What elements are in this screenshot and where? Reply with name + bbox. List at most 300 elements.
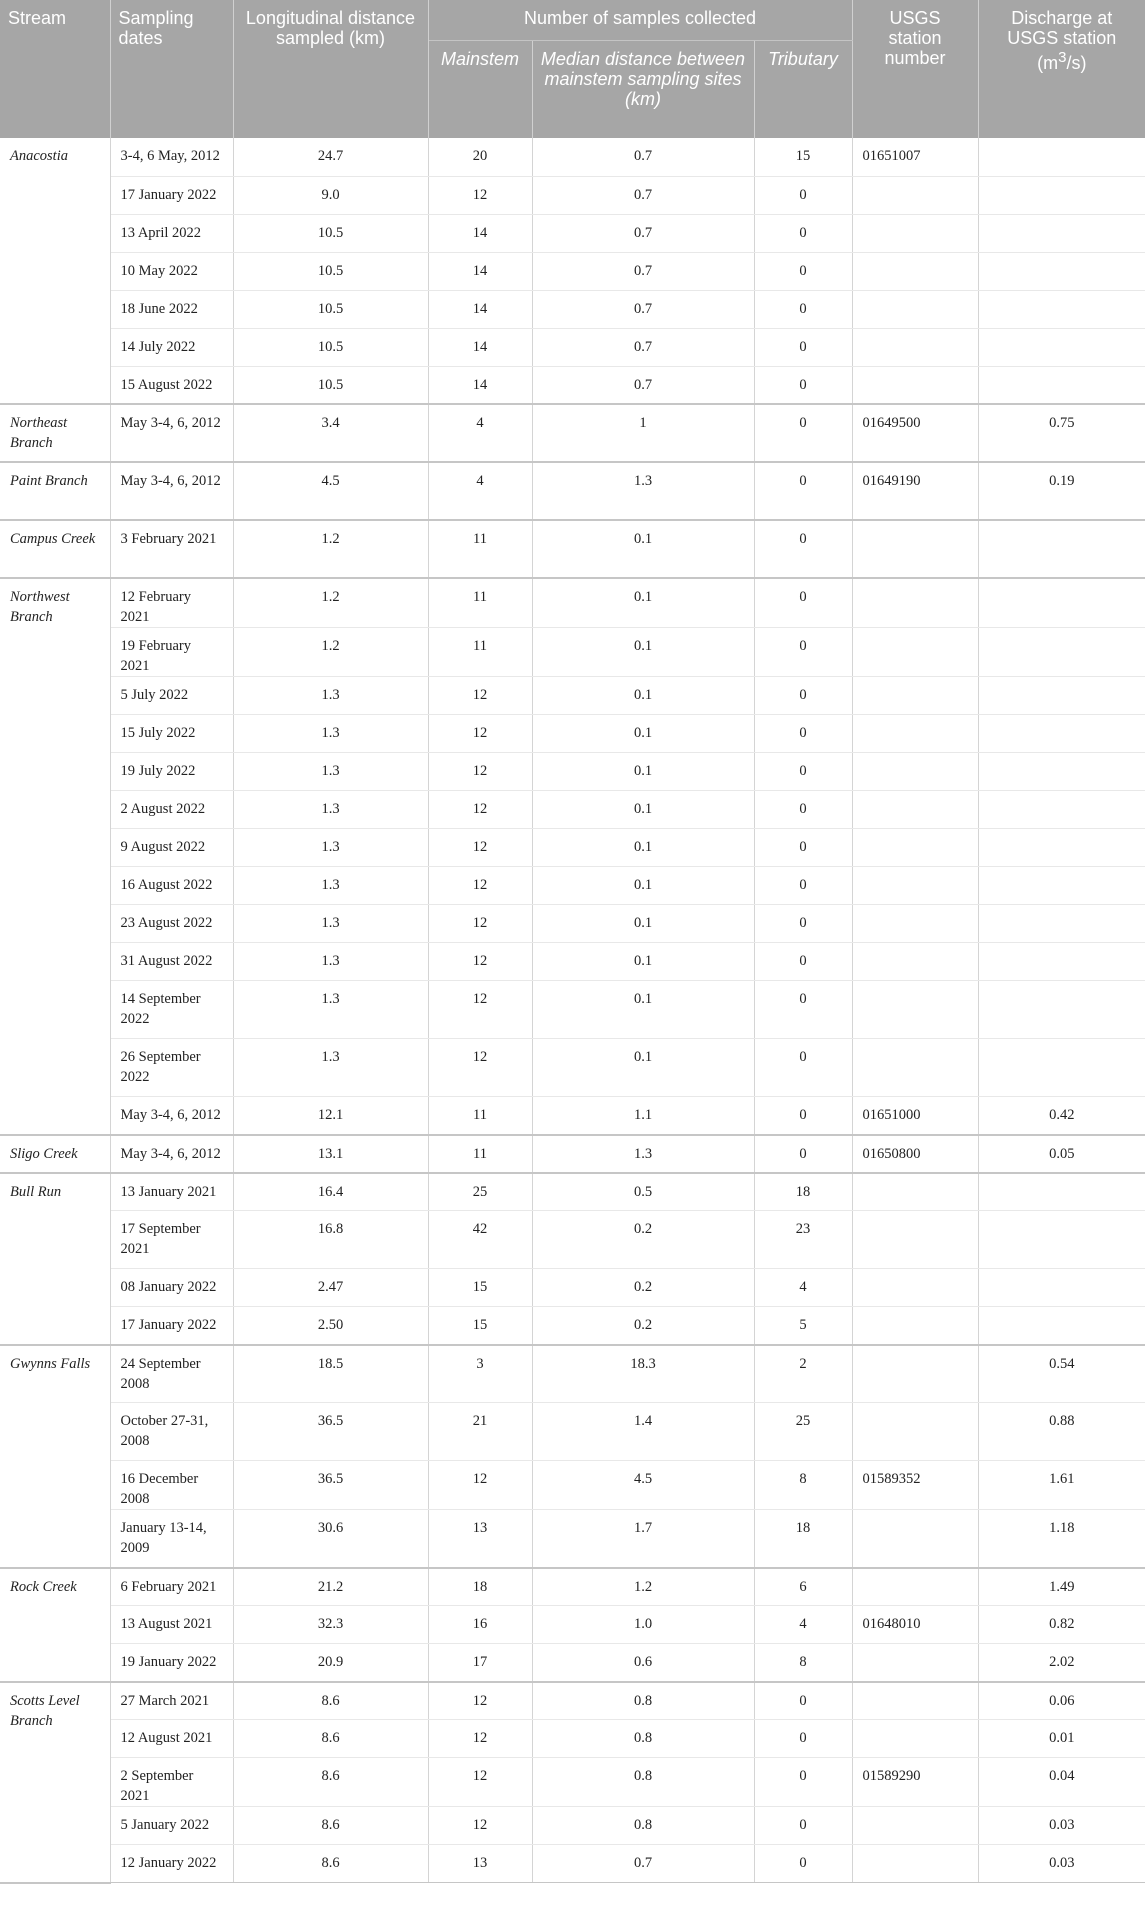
cell-median-distance: 0.8 (532, 1758, 754, 1807)
cell-mainstem: 16 (428, 1606, 532, 1644)
header-samples-group: Number of samples collected (428, 0, 852, 40)
table-row (0, 1606, 1145, 1644)
cell-discharge: 0.03 (978, 1845, 1145, 1883)
cell-usgs-station (852, 1307, 978, 1345)
cell-usgs-station (852, 290, 978, 328)
table-row (0, 943, 1145, 981)
cell-tributary: 0 (754, 1758, 852, 1807)
cell-tributary: 18 (754, 1510, 852, 1568)
cell-discharge: 0.03 (978, 1807, 1145, 1845)
cell-tributary: 0 (754, 366, 852, 404)
table-row (0, 867, 1145, 905)
cell-median-distance: 0.7 (532, 366, 754, 404)
cell-usgs-station (852, 176, 978, 214)
cell-discharge (978, 138, 1145, 176)
table-row (0, 1135, 1145, 1173)
cell-mainstem: 12 (428, 867, 532, 905)
cell-date: 31 August 2022 (110, 943, 233, 981)
cell-stream: Scotts Level Branch (0, 1682, 110, 1883)
table-row (0, 1307, 1145, 1345)
cell-discharge (978, 1211, 1145, 1269)
cell-distance: 3.4 (233, 404, 428, 462)
cell-distance: 1.3 (233, 715, 428, 753)
cell-discharge (978, 520, 1145, 578)
cell-mainstem: 25 (428, 1173, 532, 1211)
cell-mainstem: 12 (428, 1461, 532, 1510)
cell-tributary: 0 (754, 1845, 852, 1883)
cell-discharge: 0.04 (978, 1758, 1145, 1807)
cell-median-distance: 0.1 (532, 791, 754, 829)
cell-median-distance: 0.1 (532, 981, 754, 1039)
table-row (0, 1345, 1145, 1403)
cell-median-distance: 18.3 (532, 1345, 754, 1403)
table-header (0, 0, 1145, 138)
cell-mainstem: 12 (428, 715, 532, 753)
table-row (0, 753, 1145, 791)
cell-mainstem: 3 (428, 1345, 532, 1403)
cell-median-distance: 1 (532, 404, 754, 462)
table-row (0, 578, 1145, 628)
cell-usgs-station (852, 791, 978, 829)
cell-median-distance: 0.2 (532, 1211, 754, 1269)
cell-usgs-station (852, 252, 978, 290)
cell-discharge (978, 867, 1145, 905)
cell-median-distance: 0.7 (532, 328, 754, 366)
cell-discharge (978, 791, 1145, 829)
cell-date: 16 August 2022 (110, 867, 233, 905)
cell-usgs-station (852, 520, 978, 578)
cell-median-distance: 0.7 (532, 1845, 754, 1883)
cell-usgs-station: 01589352 (852, 1461, 978, 1510)
cell-usgs-station (852, 715, 978, 753)
cell-usgs-station (852, 1807, 978, 1845)
cell-date: 14 July 2022 (110, 328, 233, 366)
cell-distance: 30.6 (233, 1510, 428, 1568)
cell-tributary: 25 (754, 1403, 852, 1461)
cell-median-distance: 0.1 (532, 628, 754, 677)
cell-distance: 36.5 (233, 1403, 428, 1461)
cell-stream: Campus Creek (0, 520, 110, 578)
cell-discharge (978, 328, 1145, 366)
cell-distance: 8.6 (233, 1807, 428, 1845)
cell-tributary: 0 (754, 1682, 852, 1720)
cell-discharge (978, 578, 1145, 628)
table-row (0, 366, 1145, 404)
cell-date: January 13-14, 2009 (110, 1510, 233, 1568)
cell-median-distance: 0.1 (532, 578, 754, 628)
cell-mainstem: 12 (428, 1807, 532, 1845)
cell-usgs-station: 01648010 (852, 1606, 978, 1644)
cell-mainstem: 12 (428, 981, 532, 1039)
cell-date: May 3-4, 6, 2012 (110, 404, 233, 462)
cell-mainstem: 12 (428, 176, 532, 214)
cell-median-distance: 0.1 (532, 943, 754, 981)
table-row (0, 1211, 1145, 1269)
cell-tributary: 0 (754, 1097, 852, 1135)
cell-median-distance: 0.1 (532, 829, 754, 867)
cell-distance: 1.3 (233, 753, 428, 791)
cell-tributary: 15 (754, 138, 852, 176)
cell-mainstem: 12 (428, 905, 532, 943)
cell-discharge: 0.42 (978, 1097, 1145, 1135)
header-tributary: Tributary (754, 40, 852, 138)
cell-distance: 1.3 (233, 677, 428, 715)
table-body (0, 138, 1145, 1883)
cell-mainstem: 20 (428, 138, 532, 176)
cell-date: 19 January 2022 (110, 1644, 233, 1682)
cell-discharge (978, 981, 1145, 1039)
cell-median-distance: 0.5 (532, 1173, 754, 1211)
cell-usgs-station: 01651000 (852, 1097, 978, 1135)
cell-date: 12 February 2021 (110, 578, 233, 628)
cell-date: 2 August 2022 (110, 791, 233, 829)
cell-median-distance: 1.3 (532, 1135, 754, 1173)
cell-median-distance: 0.7 (532, 138, 754, 176)
table-row (0, 1758, 1145, 1807)
table-row (0, 252, 1145, 290)
header-discharge-prefix: Discharge at USGS station (m (1007, 8, 1117, 73)
cell-mainstem: 12 (428, 943, 532, 981)
table-row (0, 1173, 1145, 1211)
cell-distance: 1.3 (233, 905, 428, 943)
cell-distance: 10.5 (233, 366, 428, 404)
cell-mainstem: 4 (428, 462, 532, 520)
cell-usgs-station (852, 1568, 978, 1606)
cell-mainstem: 15 (428, 1269, 532, 1307)
cell-discharge (978, 1173, 1145, 1211)
table-row (0, 176, 1145, 214)
cell-tributary: 8 (754, 1461, 852, 1510)
cell-median-distance: 0.7 (532, 176, 754, 214)
cell-tributary: 0 (754, 791, 852, 829)
cell-median-distance: 0.8 (532, 1720, 754, 1758)
cell-date: 26 September 2022 (110, 1039, 233, 1097)
cell-tributary: 0 (754, 981, 852, 1039)
cell-distance: 1.2 (233, 628, 428, 677)
cell-tributary: 0 (754, 520, 852, 578)
cell-tributary: 0 (754, 1720, 852, 1758)
table-row (0, 290, 1145, 328)
cell-date: 16 December 2008 (110, 1461, 233, 1510)
cell-discharge: 0.01 (978, 1720, 1145, 1758)
cell-discharge (978, 1269, 1145, 1307)
cell-tributary: 0 (754, 628, 852, 677)
table-row (0, 328, 1145, 366)
cell-mainstem: 11 (428, 1097, 532, 1135)
cell-usgs-station: 01649500 (852, 404, 978, 462)
cell-mainstem: 14 (428, 252, 532, 290)
cell-discharge: 0.54 (978, 1345, 1145, 1403)
cell-mainstem: 12 (428, 1720, 532, 1758)
cell-date: 24 September 2008 (110, 1345, 233, 1403)
cell-mainstem: 17 (428, 1644, 532, 1682)
cell-mainstem: 11 (428, 520, 532, 578)
cell-date: 2 September 2021 (110, 1758, 233, 1807)
cell-usgs-station (852, 1173, 978, 1211)
cell-usgs-station (852, 677, 978, 715)
cell-discharge (978, 366, 1145, 404)
cell-stream: Anacostia (0, 138, 110, 404)
cell-distance: 1.2 (233, 520, 428, 578)
cell-discharge: 0.05 (978, 1135, 1145, 1173)
cell-stream: Northwest Branch (0, 578, 110, 1135)
table-row (0, 1039, 1145, 1097)
cell-date: 3-4, 6 May, 2012 (110, 138, 233, 176)
cell-usgs-station (852, 1039, 978, 1097)
cell-discharge: 1.18 (978, 1510, 1145, 1568)
table-row (0, 462, 1145, 520)
table-row (0, 1807, 1145, 1845)
cell-median-distance: 0.1 (532, 753, 754, 791)
cell-median-distance: 0.6 (532, 1644, 754, 1682)
cell-median-distance: 0.7 (532, 252, 754, 290)
cell-tributary: 4 (754, 1269, 852, 1307)
cell-mainstem: 21 (428, 1403, 532, 1461)
cell-median-distance: 0.1 (532, 520, 754, 578)
cell-tributary: 0 (754, 1039, 852, 1097)
cell-median-distance: 1.0 (532, 1606, 754, 1644)
cell-median-distance: 0.2 (532, 1307, 754, 1345)
cell-tributary: 0 (754, 404, 852, 462)
cell-usgs-station (852, 1403, 978, 1461)
cell-tributary: 0 (754, 943, 852, 981)
cell-tributary: 5 (754, 1307, 852, 1345)
cell-distance: 32.3 (233, 1606, 428, 1644)
cell-usgs-station (852, 1720, 978, 1758)
cell-discharge: 0.82 (978, 1606, 1145, 1644)
cell-tributary: 2 (754, 1345, 852, 1403)
cell-tributary: 0 (754, 578, 852, 628)
cell-discharge (978, 943, 1145, 981)
cell-date: 17 September 2021 (110, 1211, 233, 1269)
cell-median-distance: 0.2 (532, 1269, 754, 1307)
cell-mainstem: 14 (428, 214, 532, 252)
cell-median-distance: 0.1 (532, 1039, 754, 1097)
cell-mainstem: 4 (428, 404, 532, 462)
cell-distance: 10.5 (233, 328, 428, 366)
cell-mainstem: 15 (428, 1307, 532, 1345)
cell-distance: 2.50 (233, 1307, 428, 1345)
cell-mainstem: 42 (428, 1211, 532, 1269)
cell-discharge: 1.61 (978, 1461, 1145, 1510)
cell-date: May 3-4, 6, 2012 (110, 1097, 233, 1135)
cell-discharge: 0.19 (978, 462, 1145, 520)
cell-date: May 3-4, 6, 2012 (110, 1135, 233, 1173)
cell-tributary: 0 (754, 715, 852, 753)
header-usgs-station: USGS station number (852, 0, 978, 138)
table-row (0, 1720, 1145, 1758)
cell-mainstem: 11 (428, 578, 532, 628)
cell-tributary: 0 (754, 753, 852, 791)
cell-tributary: 0 (754, 252, 852, 290)
cell-mainstem: 14 (428, 366, 532, 404)
cell-date: 17 January 2022 (110, 1307, 233, 1345)
cell-distance: 1.3 (233, 981, 428, 1039)
cell-tributary: 0 (754, 677, 852, 715)
cell-date: 19 February 2021 (110, 628, 233, 677)
table-row (0, 1510, 1145, 1568)
cell-date: 18 June 2022 (110, 290, 233, 328)
cell-discharge (978, 905, 1145, 943)
cell-usgs-station: 01589290 (852, 1758, 978, 1807)
cell-discharge (978, 252, 1145, 290)
cell-usgs-station (852, 867, 978, 905)
cell-distance: 1.2 (233, 578, 428, 628)
cell-tributary: 0 (754, 462, 852, 520)
cell-distance: 10.5 (233, 252, 428, 290)
cell-date: May 3-4, 6, 2012 (110, 462, 233, 520)
cell-date: 5 July 2022 (110, 677, 233, 715)
cell-mainstem: 12 (428, 1039, 532, 1097)
cell-tributary: 0 (754, 328, 852, 366)
cell-mainstem: 14 (428, 328, 532, 366)
cell-median-distance: 1.4 (532, 1403, 754, 1461)
cell-date: 9 August 2022 (110, 829, 233, 867)
table-row (0, 1097, 1145, 1135)
cell-date: 27 March 2021 (110, 1682, 233, 1720)
table-row (0, 1269, 1145, 1307)
cell-median-distance: 0.1 (532, 677, 754, 715)
cell-distance: 1.3 (233, 1039, 428, 1097)
cell-distance: 4.5 (233, 462, 428, 520)
cell-usgs-station (852, 628, 978, 677)
cell-stream: Rock Creek (0, 1568, 110, 1682)
cell-distance: 8.6 (233, 1720, 428, 1758)
cell-distance: 10.5 (233, 290, 428, 328)
cell-usgs-station (852, 829, 978, 867)
cell-usgs-station (852, 1345, 978, 1403)
cell-discharge (978, 214, 1145, 252)
cell-discharge (978, 628, 1145, 677)
cell-discharge: 0.75 (978, 404, 1145, 462)
cell-distance: 18.5 (233, 1345, 428, 1403)
header-median-distance: Median distance between mainstem sampling sites (km) (532, 40, 754, 138)
cell-date: 3 February 2021 (110, 520, 233, 578)
cell-distance: 2.47 (233, 1269, 428, 1307)
table-row (0, 1845, 1145, 1883)
cell-date: 13 April 2022 (110, 214, 233, 252)
cell-tributary: 6 (754, 1568, 852, 1606)
cell-discharge (978, 753, 1145, 791)
cell-mainstem: 18 (428, 1568, 532, 1606)
cell-usgs-station (852, 366, 978, 404)
cell-mainstem: 11 (428, 1135, 532, 1173)
header-discharge-sup: 3 (1058, 49, 1067, 66)
cell-date: 23 August 2022 (110, 905, 233, 943)
cell-mainstem: 12 (428, 753, 532, 791)
cell-date: 08 January 2022 (110, 1269, 233, 1307)
cell-stream: Paint Branch (0, 462, 110, 520)
cell-mainstem: 12 (428, 1758, 532, 1807)
cell-stream: Northeast Branch (0, 404, 110, 462)
cell-usgs-station: 01651007 (852, 138, 978, 176)
table-row (0, 214, 1145, 252)
table-row (0, 138, 1145, 176)
cell-usgs-station: 01649190 (852, 462, 978, 520)
cell-date: 17 January 2022 (110, 176, 233, 214)
table-row (0, 715, 1145, 753)
cell-usgs-station (852, 1644, 978, 1682)
cell-discharge: 0.88 (978, 1403, 1145, 1461)
cell-discharge (978, 1307, 1145, 1345)
cell-date: 5 January 2022 (110, 1807, 233, 1845)
cell-usgs-station: 01650800 (852, 1135, 978, 1173)
cell-discharge (978, 829, 1145, 867)
cell-median-distance: 0.1 (532, 715, 754, 753)
cell-median-distance: 0.1 (532, 867, 754, 905)
cell-median-distance: 0.8 (532, 1682, 754, 1720)
cell-distance: 1.3 (233, 943, 428, 981)
cell-distance: 1.3 (233, 829, 428, 867)
cell-usgs-station (852, 578, 978, 628)
cell-distance: 24.7 (233, 138, 428, 176)
cell-tributary: 0 (754, 867, 852, 905)
header-mainstem: Mainstem (428, 40, 532, 138)
header-discharge (978, 0, 1145, 138)
cell-median-distance: 4.5 (532, 1461, 754, 1510)
cell-date: 10 May 2022 (110, 252, 233, 290)
table-row (0, 905, 1145, 943)
cell-stream: Sligo Creek (0, 1135, 110, 1173)
cell-median-distance: 1.7 (532, 1510, 754, 1568)
cell-mainstem: 13 (428, 1845, 532, 1883)
cell-distance: 12.1 (233, 1097, 428, 1135)
table-row (0, 981, 1145, 1039)
cell-distance: 8.6 (233, 1845, 428, 1883)
table-row (0, 1644, 1145, 1682)
cell-usgs-station (852, 1682, 978, 1720)
cell-median-distance: 1.1 (532, 1097, 754, 1135)
cell-usgs-station (852, 943, 978, 981)
cell-median-distance: 0.7 (532, 290, 754, 328)
cell-distance: 20.9 (233, 1644, 428, 1682)
cell-tributary: 0 (754, 905, 852, 943)
cell-discharge: 1.49 (978, 1568, 1145, 1606)
cell-distance: 16.4 (233, 1173, 428, 1211)
cell-mainstem: 12 (428, 1682, 532, 1720)
cell-median-distance: 0.1 (532, 905, 754, 943)
header-longitudinal-distance: Longitudinal distance sampled (km) (233, 0, 428, 138)
header-sampling-dates: Sampling dates (110, 0, 233, 138)
table-row (0, 829, 1145, 867)
cell-discharge: 2.02 (978, 1644, 1145, 1682)
cell-discharge: 0.06 (978, 1682, 1145, 1720)
cell-usgs-station (852, 1269, 978, 1307)
cell-distance: 1.3 (233, 791, 428, 829)
cell-date: 13 January 2021 (110, 1173, 233, 1211)
cell-tributary: 23 (754, 1211, 852, 1269)
cell-usgs-station (852, 753, 978, 791)
cell-tributary: 0 (754, 829, 852, 867)
cell-tributary: 0 (754, 214, 852, 252)
cell-distance: 8.6 (233, 1682, 428, 1720)
cell-tributary: 8 (754, 1644, 852, 1682)
cell-date: 6 February 2021 (110, 1568, 233, 1606)
cell-distance: 1.3 (233, 867, 428, 905)
cell-stream: Gwynns Falls (0, 1345, 110, 1568)
cell-tributary: 18 (754, 1173, 852, 1211)
cell-median-distance: 0.8 (532, 1807, 754, 1845)
cell-tributary: 0 (754, 176, 852, 214)
cell-date: 15 August 2022 (110, 366, 233, 404)
cell-distance: 36.5 (233, 1461, 428, 1510)
cell-date: 12 August 2021 (110, 1720, 233, 1758)
header-stream: Stream (0, 0, 110, 138)
cell-usgs-station (852, 905, 978, 943)
cell-tributary: 0 (754, 290, 852, 328)
table-row (0, 1682, 1145, 1720)
cell-date: 14 September 2022 (110, 981, 233, 1039)
